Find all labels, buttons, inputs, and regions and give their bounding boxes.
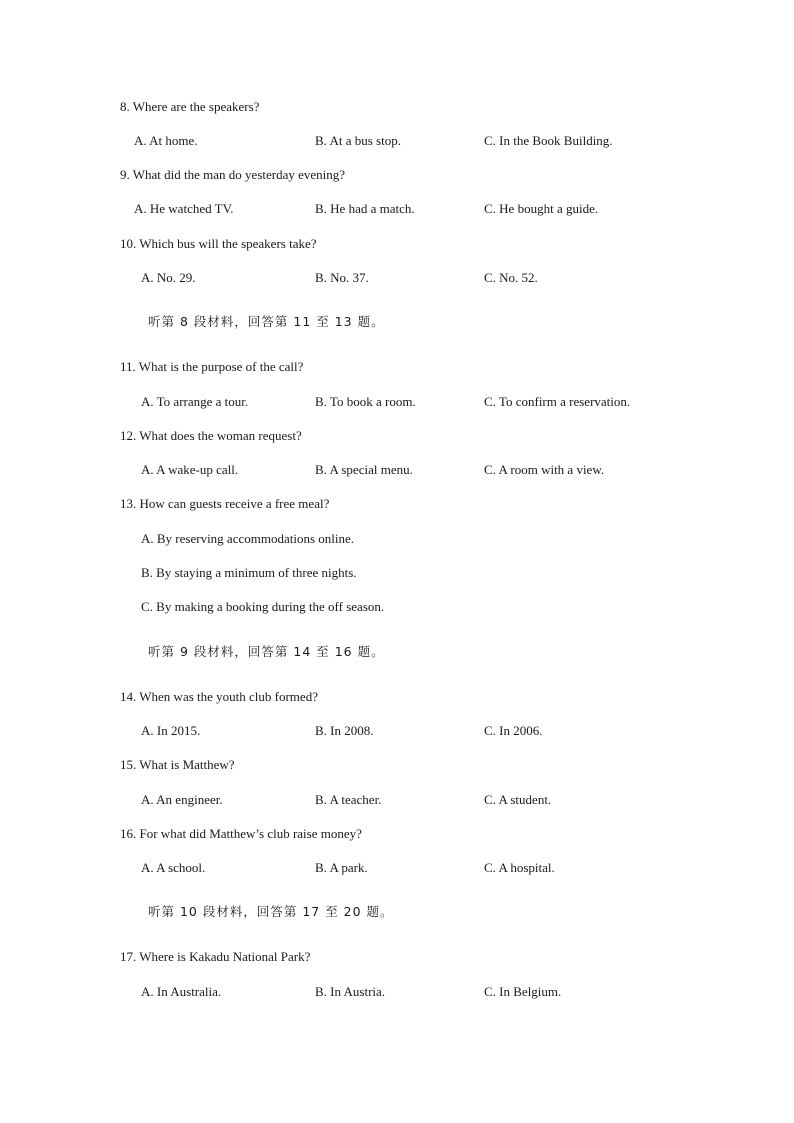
question-number: 13. xyxy=(120,496,137,511)
q11-option-b: B. To book a room. xyxy=(315,394,416,409)
q15-option-c: C. A student. xyxy=(484,792,552,807)
section-heading-9: 听第 9 段材料，回答第 14 至 16 题。 xyxy=(148,644,385,659)
question-text: When was the youth club formed? xyxy=(139,689,318,704)
question-number: 11. xyxy=(120,359,136,374)
section-heading-10: 听第 10 段材料，回答第 17 至 20 题。 xyxy=(148,904,394,919)
q13-option-a: A. By reserving accommodations online. xyxy=(141,531,355,546)
question-11 xyxy=(120,359,303,375)
question-14 xyxy=(120,689,318,705)
q11-option-c: C. To confirm a reservation. xyxy=(484,394,631,409)
q9-option-a: A. He watched TV. xyxy=(134,201,234,216)
q16-option-a: A. A school. xyxy=(141,860,206,875)
q16-option-b: B. A park. xyxy=(315,860,368,875)
question-number: 9. xyxy=(120,167,130,182)
question-text: What did the man do yesterday evening? xyxy=(132,167,346,182)
question-12 xyxy=(120,428,302,444)
section-heading-8: 听第 8 段材料，回答第 11 至 13 题。 xyxy=(148,314,385,329)
q13-option-b: B. By staying a minimum of three nights. xyxy=(141,565,357,580)
q9-option-c: C. He bought a guide. xyxy=(484,201,599,216)
question-text: Where is Kakadu National Park? xyxy=(139,949,311,964)
q12-option-c: C. A room with a view. xyxy=(484,462,605,477)
q13-option-c: C. By making a booking during the off season. xyxy=(141,599,385,614)
question-10 xyxy=(120,236,317,252)
q15-option-a: A. An engineer. xyxy=(141,792,223,807)
q16-option-c: C. A hospital. xyxy=(484,860,555,875)
question-text: Which bus will the speakers take? xyxy=(139,236,317,251)
q10-option-a: A. No. 29. xyxy=(141,270,196,285)
q17-option-b: B. In Austria. xyxy=(315,984,386,999)
question-text: Where are the speakers? xyxy=(132,99,260,114)
question-8 xyxy=(120,99,259,115)
question-9 xyxy=(120,167,345,183)
question-text: What is Matthew? xyxy=(139,757,235,772)
q8-option-c: C. In the Book Building. xyxy=(484,133,613,148)
q17-option-c: C. In Belgium. xyxy=(484,984,562,999)
q14-option-c: C. In 2006. xyxy=(484,723,543,738)
q15-option-b: B. A teacher. xyxy=(315,792,382,807)
question-16 xyxy=(120,826,362,842)
question-text: How can guests receive a free meal? xyxy=(139,496,330,511)
q17-option-a: A. In Australia. xyxy=(141,984,222,999)
question-number: 10. xyxy=(120,236,137,251)
q10-option-c: C. No. 52. xyxy=(484,270,538,285)
question-13 xyxy=(120,496,329,512)
question-text: For what did Matthew’s club raise money? xyxy=(139,826,362,841)
q10-option-b: B. No. 37. xyxy=(315,270,369,285)
question-number: 8. xyxy=(120,99,130,114)
question-number: 15. xyxy=(120,757,137,772)
question-15 xyxy=(120,757,235,773)
question-number: 16. xyxy=(120,826,137,841)
q11-option-a: A. To arrange a tour. xyxy=(141,394,249,409)
q14-option-a: A. In 2015. xyxy=(141,723,201,738)
question-text: What does the woman request? xyxy=(139,428,302,443)
q8-option-b: B. At a bus stop. xyxy=(315,133,401,148)
question-number: 17. xyxy=(120,949,137,964)
q12-option-b: B. A special menu. xyxy=(315,462,413,477)
q9-option-b: B. He had a match. xyxy=(315,201,415,216)
q14-option-b: B. In 2008. xyxy=(315,723,374,738)
question-number: 14. xyxy=(120,689,137,704)
question-text: What is the purpose of the call? xyxy=(138,359,304,374)
q12-option-a: A. A wake-up call. xyxy=(141,462,239,477)
question-17 xyxy=(120,949,310,965)
question-number: 12. xyxy=(120,428,137,443)
q8-option-a: A. At home. xyxy=(134,133,198,148)
